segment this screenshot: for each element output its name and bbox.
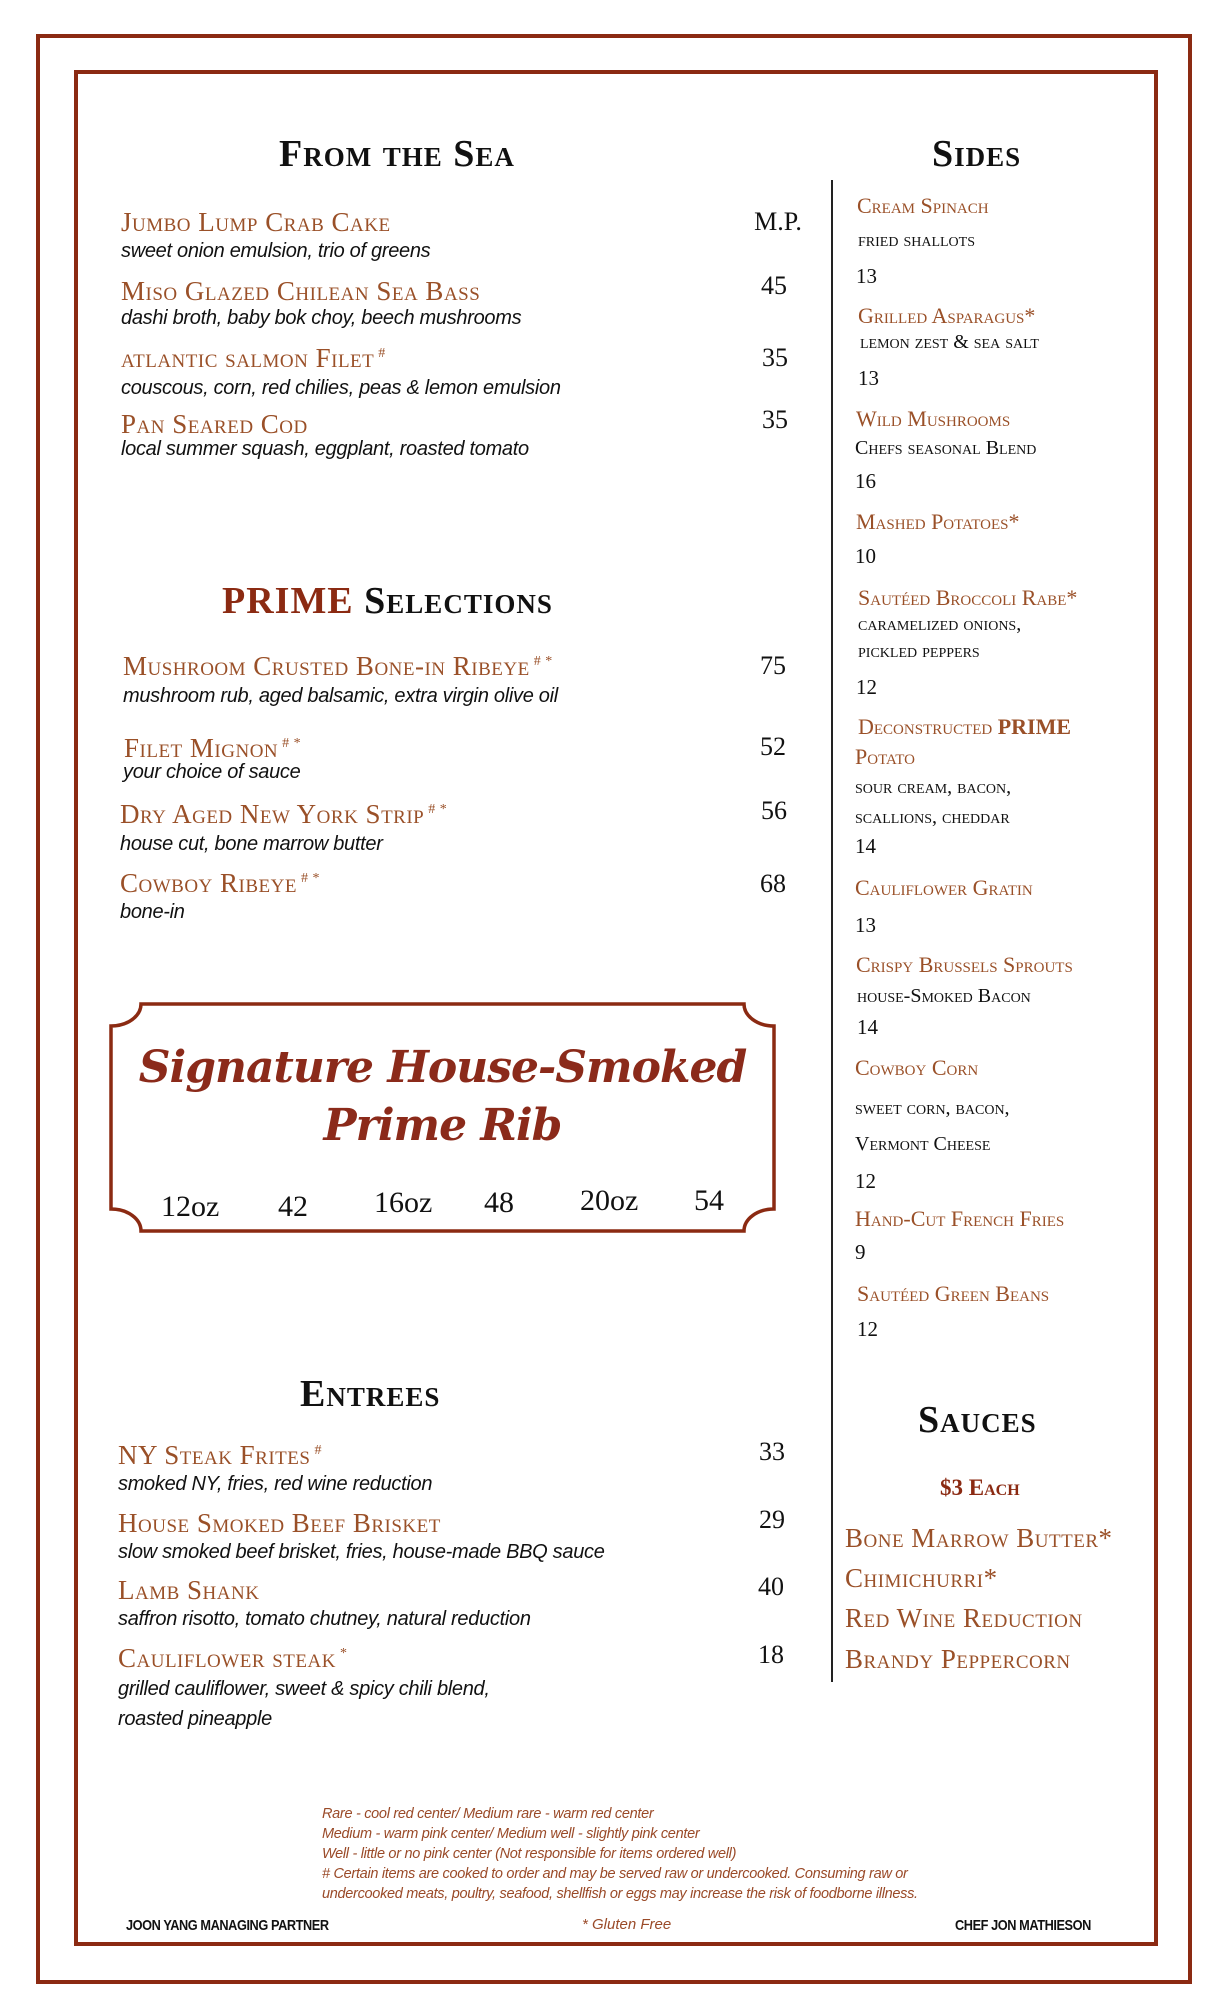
raw-mark: # <box>314 1443 322 1458</box>
menu-item-price: 29 <box>759 1505 785 1534</box>
menu-item-desc: dashi broth, baby bok choy, beech mushrooms <box>121 307 522 329</box>
side-item-desc: house-Smoked Bacon <box>857 985 1031 1007</box>
item-name-text: Cauliflower steak <box>118 1643 336 1673</box>
side-item-name: Cauliflower Gratin <box>855 875 1033 900</box>
side-item-desc: Vermont Cheese <box>855 1133 991 1155</box>
side-item-name: Sautéed Broccoli Rabe* <box>858 585 1078 610</box>
sauce-item: Bone Marrow Butter* <box>845 1523 1113 1553</box>
menu-item-name <box>123 651 553 682</box>
raw-gluten-mark: # * <box>428 802 448 817</box>
item-name-text: Cowboy Ribeye <box>120 868 297 898</box>
side-item-price: 9 <box>855 1240 866 1264</box>
signature-title-line1: Signature House-Smoked <box>138 1042 747 1093</box>
consumption-warning: undercooked meats, poultry, seafood, shellfish or eggs may increase the risk of foodborne illness. <box>322 1886 918 1902</box>
doneness-note: Rare - cool red center/ Medium rare - warm red center <box>322 1806 654 1822</box>
side-item-desc: lemon zest & sea salt <box>860 331 1039 353</box>
sauce-price-label: $3 Each <box>940 1475 1020 1500</box>
selections-label: Selections <box>364 580 553 622</box>
menu-item-desc-line2: roasted pineapple <box>118 1708 272 1730</box>
signature-title-line2: Prime Rib <box>323 1100 562 1151</box>
menu-item-name: Jumbo Lump Crab Cake <box>121 207 391 237</box>
menu-item-name <box>120 799 447 830</box>
raw-gluten-mark: # * <box>282 736 302 751</box>
menu-item-desc: sweet onion emulsion, trio of greens <box>121 240 431 262</box>
sauce-item: Chimichurri* <box>845 1563 998 1593</box>
signature-prime-rib-box <box>109 1002 776 1233</box>
item-name-text: Filet Mignon <box>124 733 279 763</box>
item-name-text: atlantic salmon Filet <box>121 343 375 373</box>
side-item-price: 16 <box>855 469 876 493</box>
side-item-price: 14 <box>857 1015 878 1039</box>
menu-item-name: House Smoked Beef Brisket <box>118 1508 441 1538</box>
menu-item-price: 45 <box>761 271 787 300</box>
side-item-name: Crispy Brussels Sprouts <box>856 952 1073 977</box>
side-item-name-line2: Potato <box>855 744 915 769</box>
size-label: 12oz <box>161 1190 220 1223</box>
item-name-text: Dry Aged New York Strip <box>120 799 425 829</box>
side-item-name: Cowboy Corn <box>855 1055 979 1080</box>
side-item-name: Sautéed Green Beans <box>857 1281 1050 1306</box>
menu-item-desc: grilled cauliflower, sweet & spicy chili blend, <box>118 1678 490 1700</box>
side-item-name: Cream Spinach <box>857 193 989 218</box>
raw-mark: # <box>378 346 386 361</box>
size-price: 48 <box>484 1186 514 1219</box>
menu-item-name <box>121 343 386 374</box>
side-item-desc: fried shallots <box>858 229 976 251</box>
section-heading-entrees: Entrees <box>300 1373 441 1415</box>
menu-item-price: 52 <box>760 732 786 761</box>
menu-item-price: 35 <box>762 405 788 434</box>
side-name-part: Deconstructed <box>858 714 993 739</box>
menu-item-name: Lamb Shank <box>118 1575 260 1605</box>
item-name-text: Mushroom Crusted Bone-in Ribeye <box>123 651 530 681</box>
side-item-desc: sweet corn, bacon, <box>855 1097 1010 1119</box>
menu-item-desc: couscous, corn, red chilies, peas & lemon emulsion <box>121 377 561 399</box>
side-item-price: 14 <box>855 834 876 858</box>
sauce-item: Red Wine Reduction <box>845 1603 1083 1633</box>
side-item-desc: scallions, cheddar <box>855 806 1010 828</box>
size-price: 54 <box>694 1184 724 1217</box>
side-item-price: 12 <box>857 1317 878 1341</box>
menu-item-price: M.P. <box>754 207 802 236</box>
menu-item-desc: saffron risotto, tomato chutney, natural reduction <box>118 1608 531 1630</box>
menu-item-price: 56 <box>761 796 787 825</box>
side-item-price: 12 <box>855 1169 876 1193</box>
menu-item-name <box>118 1440 322 1471</box>
side-item-name <box>858 714 1071 740</box>
prime-label: PRIME <box>997 714 1072 739</box>
size-label: 20oz <box>580 1184 639 1217</box>
menu-item-desc: bone-in <box>120 901 185 923</box>
section-heading-prime <box>222 579 553 623</box>
side-item-price: 13 <box>856 264 877 288</box>
section-heading-sauces: Sauces <box>918 1399 1037 1441</box>
menu-item-price: 40 <box>758 1572 784 1601</box>
doneness-note: Well - little or no pink center (Not responsible for items ordered well) <box>322 1846 737 1862</box>
gluten-mark: * <box>339 1646 348 1661</box>
menu-item-desc: smoked NY, fries, red wine reduction <box>118 1473 433 1495</box>
menu-item-name <box>124 733 301 764</box>
side-item-desc: sour cream, bacon, <box>855 776 1012 798</box>
gluten-free-legend: * Gluten Free <box>582 1916 672 1933</box>
raw-gluten-mark: # * <box>533 654 553 669</box>
raw-gluten-mark: # * <box>300 871 320 886</box>
chef-name: CHEF JON MATHIESON <box>955 1917 1091 1934</box>
size-price: 42 <box>278 1190 308 1223</box>
column-divider <box>831 180 833 1682</box>
side-item-name: Hand-Cut French Fries <box>855 1206 1065 1231</box>
menu-item-name <box>120 868 320 899</box>
side-item-name: Mashed Potatoes* <box>856 509 1020 534</box>
sauce-item: Brandy Peppercorn <box>845 1644 1071 1674</box>
prime-label: PRIME <box>222 580 354 622</box>
item-name-text: NY Steak Frites <box>118 1440 311 1470</box>
menu-item-desc: house cut, bone marrow butter <box>120 833 383 855</box>
menu-item-desc: slow smoked beef brisket, fries, house-made BBQ sauce <box>118 1541 605 1563</box>
side-item-price: 13 <box>855 913 876 937</box>
section-heading-sides: Sides <box>932 133 1022 175</box>
managing-partner: JOON YANG MANAGING PARTNER <box>126 1917 329 1934</box>
consumption-warning: # Certain items are cooked to order and may be served raw or undercooked. Consuming raw or <box>322 1866 908 1882</box>
menu-item-desc: your choice of sauce <box>123 761 301 783</box>
menu-item-desc: mushroom rub, aged balsamic, extra virgin olive oil <box>123 685 558 707</box>
menu-item-price: 35 <box>762 343 788 372</box>
menu-item-price: 75 <box>760 651 786 680</box>
side-item-price: 12 <box>856 675 877 699</box>
side-item-desc: pickled peppers <box>858 640 980 662</box>
section-heading-sea: From the Sea <box>279 133 515 175</box>
doneness-note: Medium - warm pink center/ Medium well - slightly pink center <box>322 1826 700 1842</box>
menu-item-name: Miso Glazed Chilean Sea Bass <box>121 276 481 306</box>
menu-item-name <box>118 1643 347 1674</box>
side-item-name: Grilled Asparagus* <box>858 303 1036 328</box>
side-item-desc: caramelized onions, <box>858 613 1022 635</box>
side-item-desc: Chefs seasonal Blend <box>855 437 1037 459</box>
menu-item-price: 33 <box>759 1437 785 1466</box>
side-item-price: 13 <box>858 366 879 390</box>
menu-item-price: 68 <box>760 869 786 898</box>
side-item-name: Wild Mushrooms <box>856 406 1011 431</box>
size-label: 16oz <box>374 1186 433 1219</box>
menu-item-name: Pan Seared Cod <box>121 409 308 439</box>
side-item-price: 10 <box>855 544 876 568</box>
menu-item-price: 18 <box>758 1640 784 1669</box>
menu-item-desc: local summer squash, eggplant, roasted tomato <box>121 438 529 460</box>
